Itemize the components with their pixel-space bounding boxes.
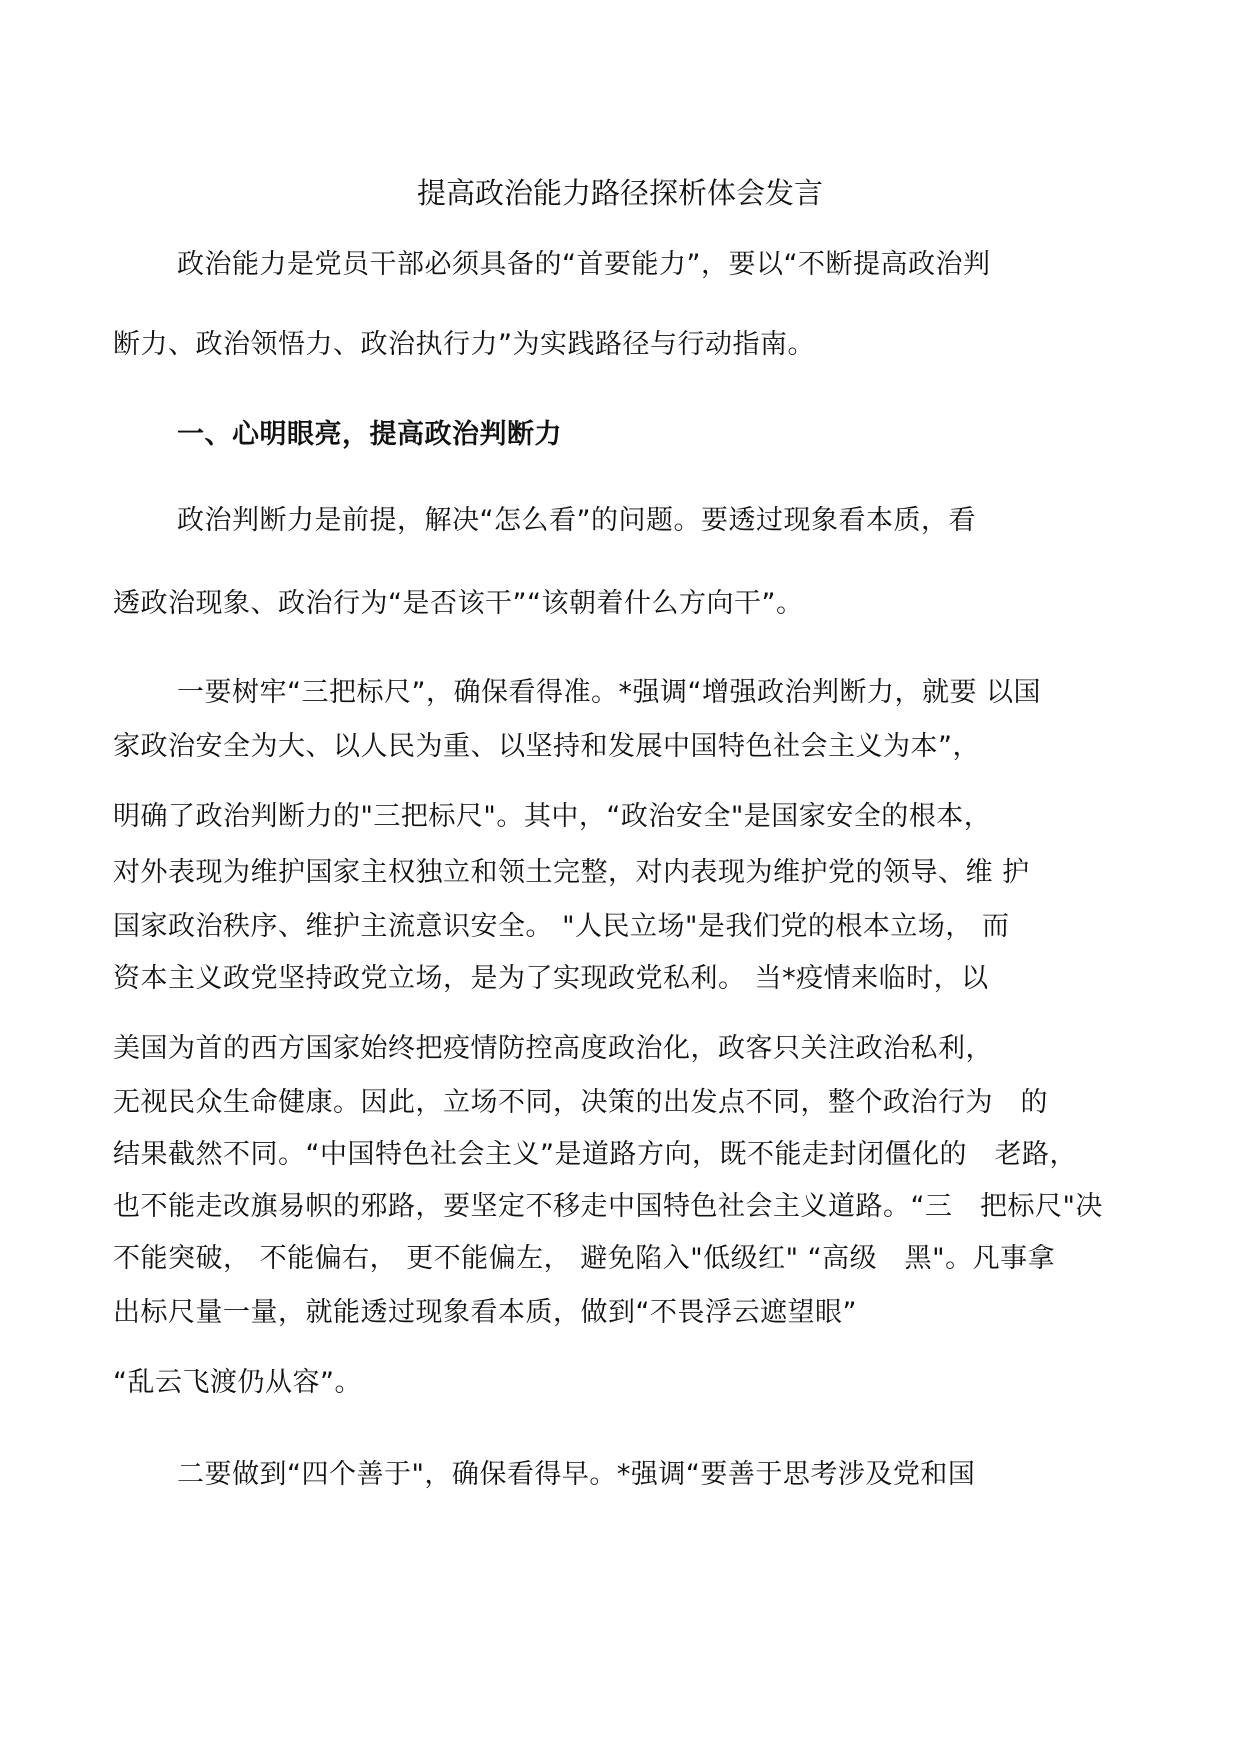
paragraph-line: 无视民众生命健康。因此，立场不同，决策的出发点不同，整个政治行为 的 [113,1087,1048,1118]
paragraph-line: 透政治现象、政治行为“是否该干”“该朝着什么方向干”。 [113,588,804,619]
section-heading: 一、心明眼亮，提高政治判断力 [177,419,562,450]
paragraph-line: 出标尺量一量，就能透过现象看本质，做到“不畏浮云遮望眼” [113,1297,857,1328]
paragraph-line: 对外表现为维护国家主权独立和领土完整，对内表现为维护党的领导、维 护 [113,857,1030,888]
paragraph-line: “乱云飞渡仍从容”。 [113,1367,362,1398]
paragraph-line: 断力、政治领悟力、政治执行力”为实践路径与行动指南。 [113,329,815,360]
paragraph-line: 国家政治秩序、维护主流意识安全。 "人民立场"是我们党的根本立场， 而 [113,911,1010,942]
paragraph-line: 政治能力是党员干部必须具备的“首要能力”，要以“不断提高政治判 [177,249,991,280]
document-title: 提高政治能力路径探析体会发言 [416,176,823,210]
paragraph-line: 也不能走改旗易帜的邪路，要坚定不移走中国特色社会主义道路。“三 把标尺"决 [113,1191,1103,1222]
paragraph-line: 明确了政治判断力的"三把标尺"。其中，“政治安全"是国家安全的根本， [113,801,992,832]
paragraph-line: 二要做到“四个善于"，确保看得早。*强调“要善于思考涉及党和国 [177,1459,976,1490]
paragraph-line: 资本主义政党坚持政党立场，是为了实现政党私利。 当*疫情来临时，以 [113,963,989,994]
paragraph-line: 家政治安全为大、以人民为重、以坚持和发展中国特色社会主义为本”， [113,731,980,762]
paragraph-line: 不能突破， 不能偏右， 更不能偏左， 避免陷入"低级红" “高级 黑"。凡事拿 [113,1243,1056,1274]
paragraph-line: 政治判断力是前提，解决“怎么看”的问题。要透过现象看本质，看 [177,505,976,536]
paragraph-line: 结果截然不同。“中国特色社会主义”是道路方向，既不能走封闭僵化的 老路， [113,1139,1077,1170]
paragraph-line: 美国为首的西方国家始终把疫情防控高度政治化，政客只关注政治私利， [113,1033,993,1064]
paragraph-line: 一要树牢“三把标尺”，确保看得准。*强调“增强政治判断力，就要 以国 [177,677,1042,708]
